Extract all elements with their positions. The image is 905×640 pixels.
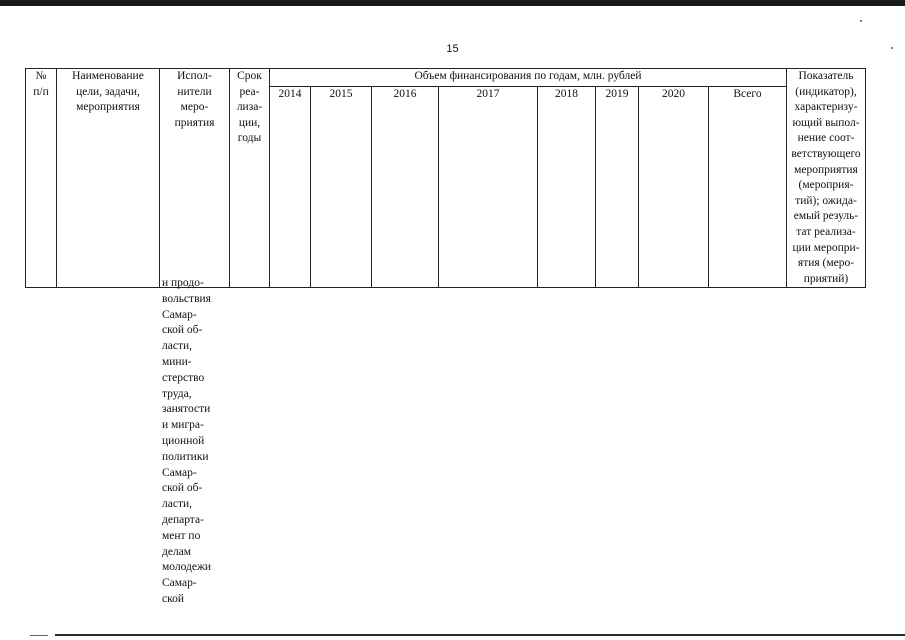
executors-continuation: и продо- вольствия Самар- ской об- ласти, мини- стерство труда, занятости и мигра- ционной политики Самар- ской об- ласти, департа- мент по делам молодежи Самар- ской [162, 277, 212, 605]
header-executors: Испол- нители меро- приятия [160, 69, 230, 288]
year-2015: 2015 [311, 86, 372, 287]
page-number: 15 [446, 43, 459, 55]
year-2014: 2014 [270, 86, 311, 287]
scan-bottom-border [55, 634, 905, 636]
year-2020: 2020 [639, 86, 709, 287]
scan-speck [860, 20, 862, 22]
header-term: Срок реа- лиза- ции, годы [230, 69, 270, 288]
header-row [26, 69, 866, 87]
header-name: Наименование цели, задачи, мероприятия [57, 69, 160, 288]
year-2017: 2017 [439, 86, 538, 287]
year-total: Всего [709, 86, 787, 287]
financing-table [25, 68, 866, 288]
year-2018: 2018 [538, 86, 596, 287]
scan-top-border [0, 0, 905, 6]
scan-bottom-mark [30, 635, 48, 636]
year-2016: 2016 [372, 86, 439, 287]
header-number: № п/п [26, 69, 57, 288]
header-indicator: Показатель (индикатор), характеризу- ющий выпол- нение соот- ветствующего мероприятия (мероприя- тий); ожида- емый резуль- тат реализа- ции меропри- ятия (меро- приятий) [787, 69, 866, 288]
header-funding: Объем финансирования по годам, млн. рублей [270, 69, 787, 87]
year-2019: 2019 [596, 86, 639, 287]
